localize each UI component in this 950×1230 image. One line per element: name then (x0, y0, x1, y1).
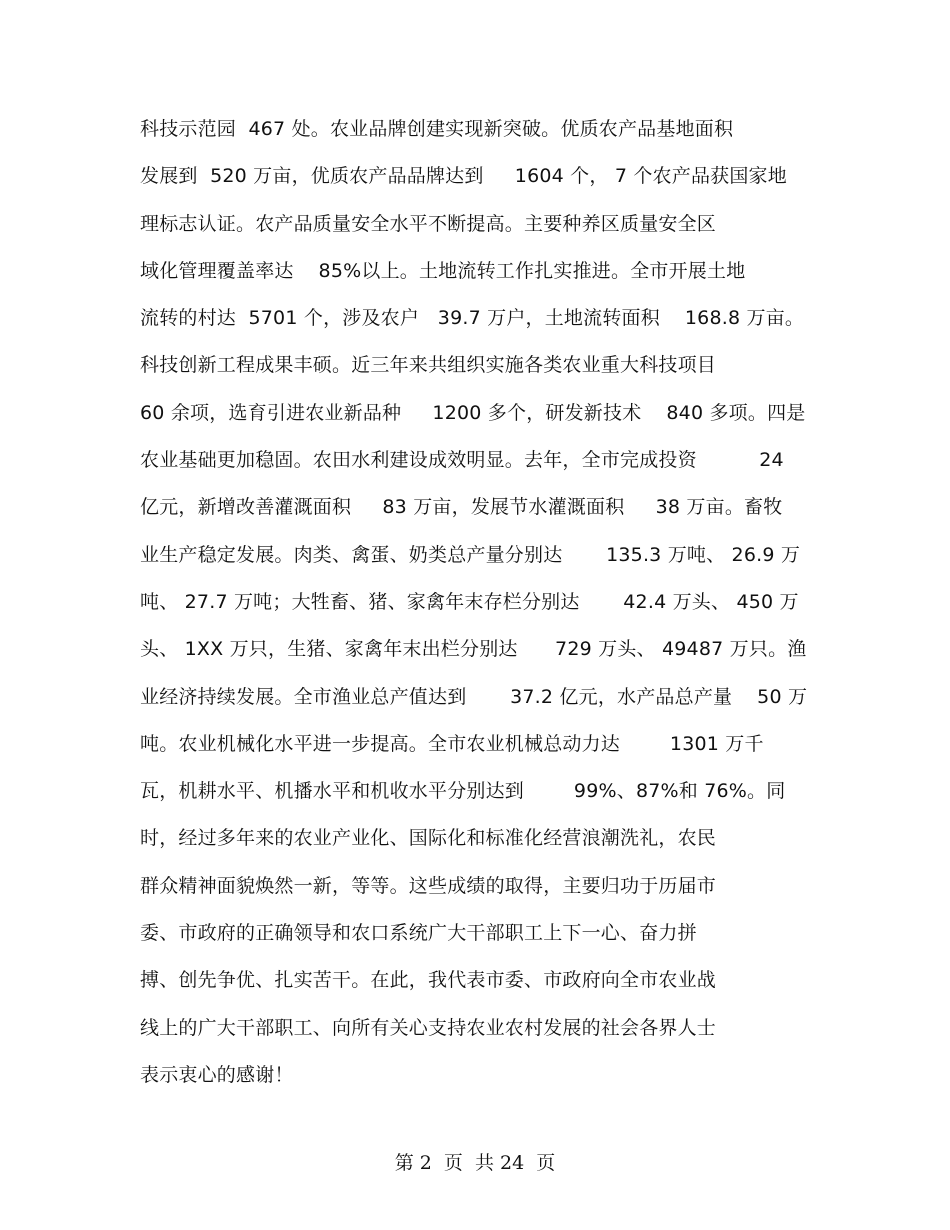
text-line: 吨、 27.7 万吨；大牲畜、猪、家禽年末存栏分别达 42.4 万头、 450 万 (140, 590, 799, 613)
text-line: 委、市政府的正确领导和农口系统广大干部职工上下一心、奋力拼 (140, 922, 697, 945)
text-line: 搏、创先争优、扎实苦干。在此，我代表市委、市政府向全市农业战 (140, 969, 717, 992)
text-line: 群众精神面貌焕然一新，等等。这些成绩的取得，主要归功于历届市 (140, 874, 717, 897)
text-line: 亿元，新增改善灌溉面积 83 万亩，发展节水灌溉面积 38 万亩。畜牧 (140, 496, 783, 519)
text-line: 流转的村达 5701 个，涉及农户 39.7 万户，土地流转面积 168.8 万亩。 (140, 307, 805, 330)
text-line: 域化管理覆盖率达 85%以上。土地流转工作扎实推进。全市开展土地 (140, 259, 746, 282)
text-line: 吨。农业机械化水平进一步提高。全市农业机械总动力达 1301 万千 (140, 732, 764, 755)
text-line: 头、 1XX 万只，生猪、家禽年末出栏分别达 729 万头、 49487 万只。渔 (140, 638, 807, 661)
page-number-footer: 第 2 页 共 24 页 (394, 1152, 556, 1174)
text-line: 业生产稳定发展。肉类、禽蛋、奶类总产量分别达 135.3 万吨、 26.9 万 (140, 543, 801, 566)
text-line: 时，经过多年来的农业产业化、国际化和标准化经营浪潮洗礼，农民 (140, 827, 717, 850)
text-line: 农业基础更加稳固。农田水利建设成效明显。去年，全市完成投资 24 (140, 449, 784, 472)
text-line: 业经济持续发展。全市渔业总产值达到 37.2 亿元，水产品总产量 50 万 (140, 685, 808, 708)
text-line: 60 余项，选育引进农业新品种 1200 多个，研发新技术 840 多项。四是 (140, 401, 806, 424)
text-line: 瓦，机耕水平、机播水平和机收水平分别达到 99%、87%和 76%。同 (140, 780, 786, 803)
text-line: 表示衷心的感谢！ (140, 1063, 294, 1086)
text-line: 科技创新工程成果丰硕。近三年来共组织实施各类农业重大科技项目 (140, 354, 717, 377)
text-line: 发展到 520 万亩，优质农产品品牌达到 1604 个， 7 个农产品获国家地 (140, 165, 787, 188)
text-line: 科技示范园 467 处。农业品牌创建实现新突破。优质农产品基地面积 (140, 118, 734, 140)
text-line: 理标志认证。农产品质量安全水平不断提高。主要种养区质量安全区 (140, 212, 717, 235)
text-line: 线上的广大干部职工、向所有关心支持农业农村发展的社会各界人士 (140, 1016, 717, 1039)
body-paragraph (140, 106, 840, 1099)
